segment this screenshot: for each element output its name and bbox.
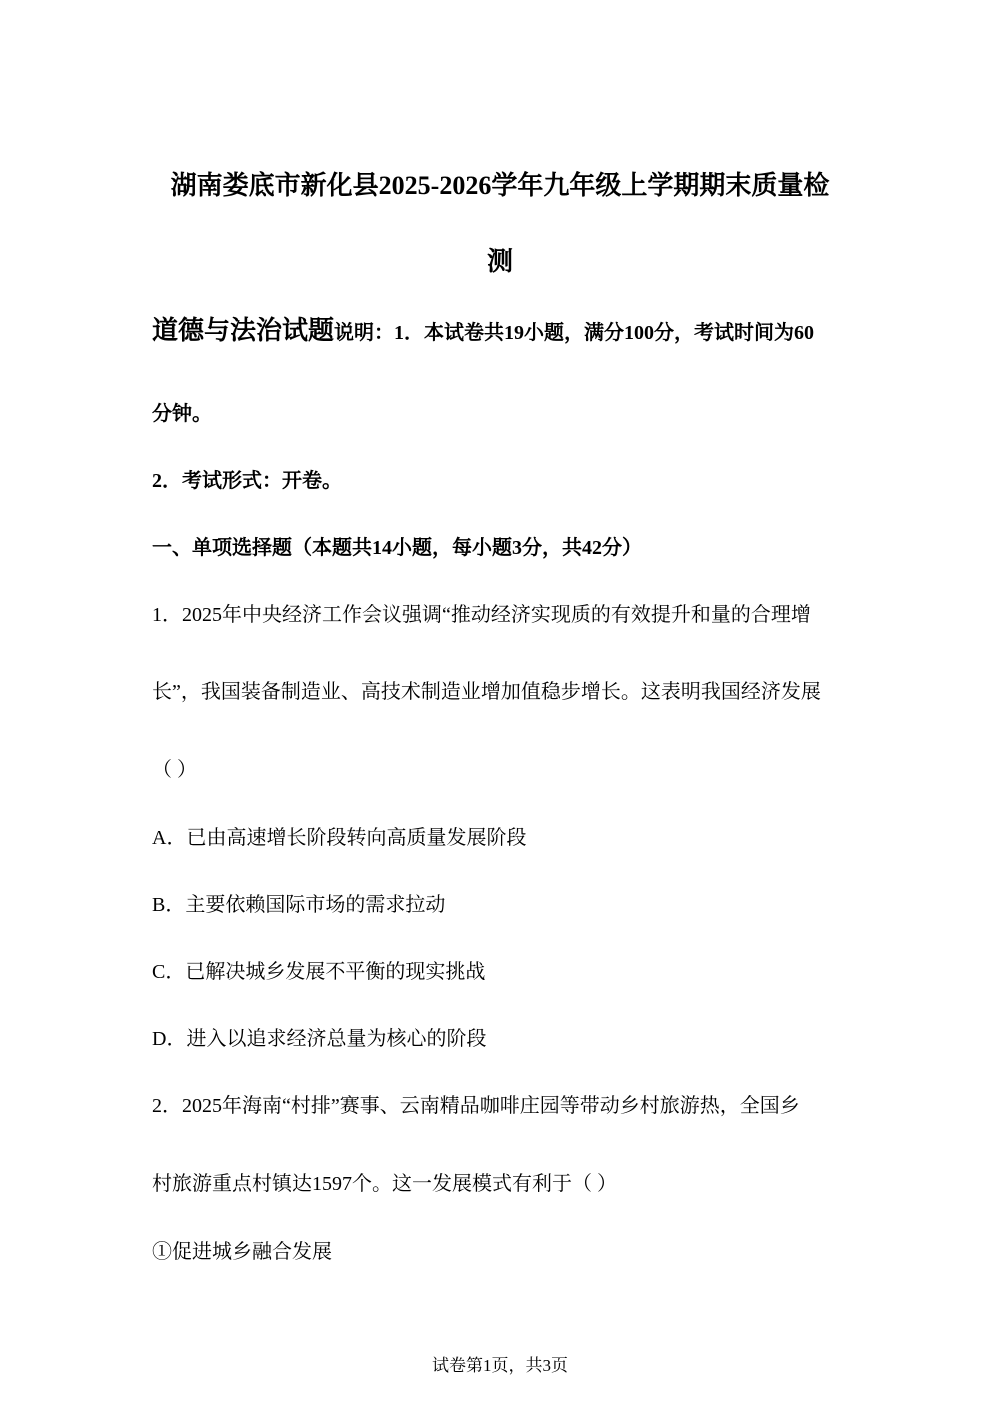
exam-title-line1: 湖南娄底市新化县2025-2026学年九年级上学期期末质量检	[170, 171, 830, 200]
subject-and-note	[152, 316, 852, 345]
exam-note-line2: 分钟。	[152, 403, 212, 425]
question-2-stem-line2: 村旅游重点村镇达1597个。这一发展模式有利于（ ）	[152, 1173, 617, 1195]
question-1-option-d: D．进入以追求经济总量为核心的阶段	[152, 1028, 487, 1050]
page-footer: 试卷第1页，共3页	[432, 1356, 568, 1375]
question-1-option-a: A．已由高速增长阶段转向高质量发展阶段	[152, 827, 527, 849]
exam-title-line2: 测	[486, 247, 513, 276]
exam-note-line1: 说明：1．本试卷共19小题，满分100分，考试时间为60	[334, 322, 815, 344]
question-2-stem-line1: 2．2025年海南“村排”赛事、云南精品咖啡庄园等带动乡村旅游热，全国乡	[152, 1095, 800, 1117]
subject-title: 道德与法治试题	[152, 316, 335, 345]
question-2-item-1: ①促进城乡融合发展	[152, 1241, 332, 1263]
question-1-stem-line1: 1．2025年中央经济工作会议强调“推动经济实现质的有效提升和量的合理增	[152, 604, 811, 626]
exam-note-item2: 2．考试形式：开卷。	[152, 470, 342, 492]
question-1-option-c: C．已解决城乡发展不平衡的现实挑战	[152, 961, 486, 983]
question-1-stem-line3: （ ）	[152, 759, 197, 781]
question-1-option-b: B．主要依赖国际市场的需求拉动	[152, 894, 446, 916]
section-heading: 一、单项选择题（本题共14小题，每小题3分，共42分）	[152, 537, 642, 559]
question-1-stem-line2: 长”，我国装备制造业、高技术制造业增加值稳步增长。这表明我国经济发展	[152, 681, 821, 703]
